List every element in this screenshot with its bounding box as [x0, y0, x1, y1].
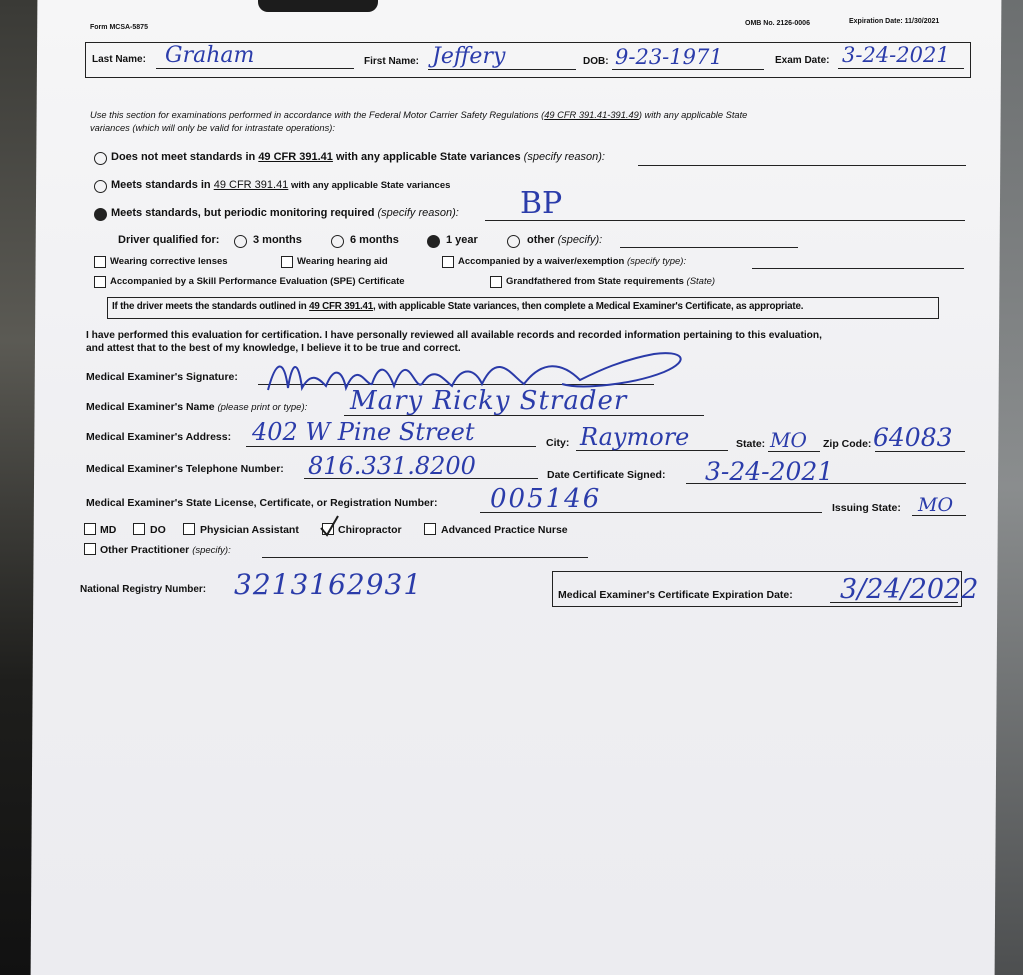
opt1-link[interactable]: 49 CFR 391.41	[258, 151, 333, 163]
city-value[interactable]: Raymore	[580, 423, 690, 451]
radio-does-not-meet[interactable]	[94, 152, 107, 165]
name-label-note: (please print or type):	[217, 402, 308, 413]
opt1-reason-line	[638, 165, 966, 166]
cb-physician-assistant[interactable]	[183, 523, 195, 535]
grandfathered-note: (State)	[686, 276, 716, 287]
address-value[interactable]: 402 W Pine Street	[252, 418, 475, 446]
state-value[interactable]: MO	[770, 428, 807, 452]
cb-grandfathered[interactable]	[490, 276, 502, 288]
last-name-value[interactable]: Graham	[165, 43, 255, 68]
opt-does-not-meet	[111, 151, 605, 163]
other-practitioner-text: Other Practitioner	[100, 544, 193, 556]
clipboard-clip	[258, 0, 378, 12]
first-name-label: First Name:	[364, 56, 420, 67]
cb-spe[interactable]	[94, 276, 106, 288]
label-corrective-lenses: Wearing corrective lenses	[110, 256, 228, 267]
zip-label: Zip Code:	[823, 438, 872, 450]
notice-text	[112, 301, 803, 312]
license-value[interactable]: 005146	[490, 484, 602, 514]
name-label-text: Medical Examiner's Name	[86, 401, 218, 413]
notice-link[interactable]: 49 CFR 391.41	[309, 301, 373, 312]
cb-other-practitioner[interactable]	[84, 543, 96, 555]
radio-meets-standards[interactable]	[94, 180, 107, 193]
cb-waiver[interactable]	[442, 256, 454, 268]
intro-text-end: ) with any applicable State	[638, 110, 748, 120]
dob-label: DOB:	[583, 56, 609, 67]
address-line	[246, 446, 536, 447]
issuing-state-value[interactable]: MO	[918, 494, 954, 516]
label-1-year: 1 year	[446, 234, 478, 246]
cert-exp-label: Medical Examiner's Certificate Expiration Date:	[558, 589, 793, 601]
opt1-text-end: with any applicable State variances	[332, 151, 524, 163]
label-physician-assistant: Physician Assistant	[200, 524, 299, 536]
label-3-months: 3 months	[253, 234, 302, 246]
radio-3-months[interactable]	[234, 235, 247, 248]
other-line	[620, 247, 798, 248]
opt2-text-end: with any applicable State variances	[288, 180, 451, 191]
label-other	[527, 234, 602, 246]
state-label: State:	[736, 438, 766, 450]
opt3-note: (specify reason):	[377, 207, 459, 219]
opt-meets-standards	[111, 179, 450, 191]
form-expiration: Expiration Date: 11/30/2021	[849, 18, 940, 25]
first-name-value[interactable]: Jeffery	[432, 44, 506, 69]
exam-date-value[interactable]: 3-24-2021	[842, 43, 950, 67]
label-do: DO	[150, 524, 166, 536]
registry-label: National Registry Number:	[80, 584, 207, 595]
omb-number: OMB No. 2126-0006	[745, 20, 810, 27]
cfr-link[interactable]: 49 CFR 391.41-391.49	[544, 110, 639, 120]
opt-periodic-monitoring	[111, 207, 459, 219]
attestation-line-1: I have performed this evaluation for certification. I have personally reviewed all available records and recorded information pertaining to this evaluation,	[86, 330, 822, 341]
date-signed-label: Date Certificate Signed:	[547, 469, 666, 481]
intro-line-1	[90, 110, 747, 120]
cb-advanced-practice-nurse[interactable]	[424, 523, 436, 535]
cert-exp-value[interactable]: 3/24/2022	[840, 574, 979, 605]
label-other-practitioner	[100, 544, 231, 556]
dob-value[interactable]: 9-23-1971	[615, 45, 723, 69]
first-name-line	[428, 69, 576, 70]
notice-pre: If the driver meets the standards outlined in	[112, 301, 310, 312]
monitoring-reason[interactable]: BP	[520, 186, 563, 221]
opt2-text: Meets standards in	[111, 179, 214, 191]
intro-line-2: variances (which will only be valid for intrastate operations):	[90, 123, 335, 133]
cb-do[interactable]	[133, 523, 145, 535]
dob-line	[612, 69, 764, 70]
intro-text: Use this section for examinations performed in accordance with the Federal Motor Carrier Safety Regulations (	[90, 110, 545, 120]
waiver-text: Accompanied by a waiver/exemption	[458, 256, 627, 267]
examiner-name[interactable]: Mary Ricky Strader	[350, 386, 628, 416]
other-text: other	[527, 234, 558, 246]
last-name-line	[156, 68, 354, 69]
label-md: MD	[100, 524, 117, 536]
label-grandfathered	[506, 276, 715, 287]
signature-label: Medical Examiner's Signature:	[86, 371, 238, 383]
radio-6-months[interactable]	[331, 235, 344, 248]
zip-value[interactable]: 64083	[873, 423, 953, 452]
examiner-name-label	[86, 401, 307, 413]
radio-1-year[interactable]	[427, 235, 440, 248]
radio-other[interactable]	[507, 235, 520, 248]
registry-number[interactable]: 3213162931	[234, 568, 423, 601]
qualified-label: Driver qualified for:	[118, 234, 220, 246]
cb-hearing-aid[interactable]	[281, 256, 293, 268]
waiver-note: (specify type):	[626, 256, 687, 267]
label-waiver	[458, 256, 686, 267]
phone-label: Medical Examiner's Telephone Number:	[86, 463, 284, 475]
opt1-note: (specify reason):	[523, 151, 605, 163]
attestation-line-2: and attest that to the best of my knowledge, I believe it to be true and correct.	[86, 343, 461, 354]
city-label: City:	[546, 437, 570, 449]
exam-date-label: Exam Date:	[775, 55, 830, 66]
phone-value[interactable]: 816.331.8200	[308, 452, 476, 480]
opt1-text: Does not meet standards in	[111, 151, 259, 163]
date-signed-value[interactable]: 3-24-2021	[705, 457, 834, 486]
issuing-state-label: Issuing State:	[832, 502, 901, 514]
checkmark-icon	[318, 514, 340, 538]
exam-date-line	[838, 68, 964, 69]
opt3-text: Meets standards, but periodic monitoring required	[111, 207, 378, 219]
grandfathered-text: Grandfathered from State requirements	[506, 276, 687, 287]
cb-md[interactable]	[84, 523, 96, 535]
other-note: (specify):	[557, 234, 603, 246]
label-spe: Accompanied by a Skill Performance Evaluation (SPE) Certificate	[110, 276, 405, 287]
other-practitioner-line	[262, 557, 588, 558]
cb-corrective-lenses[interactable]	[94, 256, 106, 268]
form-id: Form MCSA-5875	[90, 24, 148, 31]
last-name-label: Last Name:	[92, 54, 146, 65]
label-hearing-aid: Wearing hearing aid	[297, 256, 388, 267]
label-advanced-practice-nurse: Advanced Practice Nurse	[441, 524, 568, 536]
address-label: Medical Examiner's Address:	[86, 431, 232, 443]
radio-periodic-monitoring[interactable]	[94, 208, 107, 221]
label-6-months: 6 months	[350, 234, 399, 246]
license-label: Medical Examiner's State License, Certificate, or Registration Number:	[86, 497, 438, 509]
notice-post: , with applicable State variances, then complete a Medical Examiner's Certificate, as appropriate.	[372, 301, 804, 312]
opt2-link[interactable]: 49 CFR 391.41	[213, 179, 289, 191]
label-chiropractor: Chiropractor	[338, 524, 402, 536]
other-practitioner-note: (specify):	[192, 545, 231, 556]
waiver-line	[752, 268, 964, 269]
